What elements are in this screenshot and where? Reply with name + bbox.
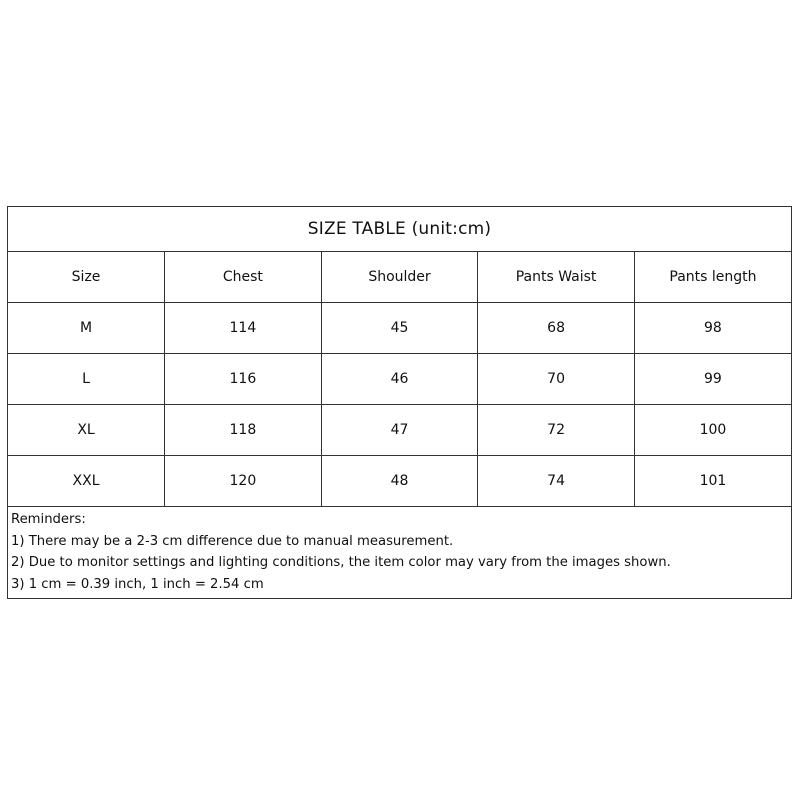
cell-size: XXL [8,456,165,507]
cell-chest: 116 [165,354,322,405]
header-chest: Chest [165,252,322,303]
size-table [8,252,791,507]
reminder-item: 1) There may be a 2-3 cm difference due to manual measurement. [11,533,454,549]
reminder-item: 2) Due to monitor settings and lighting conditions, the item color may vary from the images shown. [11,555,671,570]
cell-pants-length: 99 [634,354,791,405]
cell-size: M [8,303,165,354]
cell-chest: 114 [165,303,322,354]
cell-chest: 118 [165,405,322,456]
cell-size: XL [8,405,165,456]
cell-pants-waist: 70 [478,354,635,405]
size-table-title: SIZE TABLE (unit:cm) [8,207,791,252]
table-row [8,354,791,405]
table-row [8,405,791,456]
cell-pants-length: 98 [634,303,791,354]
table-row [8,303,791,354]
cell-shoulder: 48 [321,456,478,507]
header-size: Size [8,252,165,303]
cell-pants-waist: 72 [478,405,635,456]
cell-shoulder: 47 [321,405,478,456]
cell-pants-length: 101 [634,456,791,507]
cell-pants-waist: 68 [478,303,635,354]
cell-pants-waist: 74 [478,456,635,507]
cell-shoulder: 46 [321,354,478,405]
cell-size: L [8,354,165,405]
header-pants-length: Pants length [634,252,791,303]
header-shoulder: Shoulder [321,252,478,303]
table-header-row [8,252,791,303]
cell-chest: 120 [165,456,322,507]
size-chart [7,206,792,599]
cell-shoulder: 45 [321,303,478,354]
reminders-section [8,507,791,598]
table-row [8,456,791,507]
reminder-item: 3) 1 cm = 0.39 inch, 1 inch = 2.54 cm [11,576,264,592]
header-pants-waist: Pants Waist [478,252,635,303]
cell-pants-length: 100 [634,405,791,456]
reminders-heading: Reminders: [11,512,86,527]
